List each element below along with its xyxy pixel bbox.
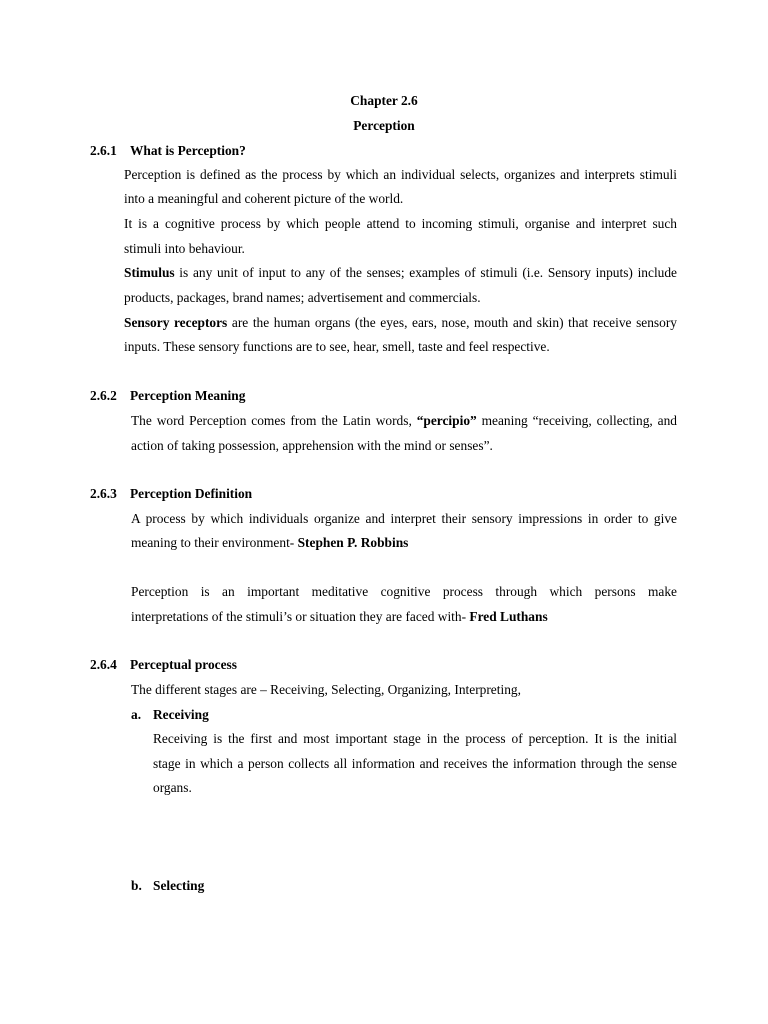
chapter-title: Perception bbox=[353, 118, 415, 133]
text-run: meaning “receiving, collecting, and bbox=[476, 413, 677, 428]
paragraph-line bbox=[124, 265, 677, 281]
paragraph-line bbox=[131, 609, 548, 625]
term-sensory-receptors: Sensory receptors bbox=[124, 315, 228, 330]
author-name: Stephen P. Robbins bbox=[297, 535, 409, 550]
text-run: interpretations of the stimuli’s or situation they are faced with- bbox=[131, 609, 470, 624]
paragraph-line: into a meaningful and coherent picture of the world. bbox=[124, 191, 404, 206]
paragraph-line: action of taking possession, apprehension with the mind or senses”. bbox=[131, 438, 493, 453]
text-run: meaning to their environment- bbox=[131, 535, 298, 550]
paragraph-line: inputs. These sensory functions are to see, hear, smell, taste and feel respective. bbox=[124, 339, 550, 354]
paragraph-line: Perception is an important meditative cognitive process through which persons make bbox=[131, 584, 677, 599]
list-marker: a. bbox=[131, 707, 142, 722]
text-run: The word Perception comes from the Latin words, bbox=[131, 413, 417, 428]
list-marker: b. bbox=[131, 878, 142, 893]
paragraph-line: Perception is defined as the process by which an individual selects, organizes and interprets stimuli bbox=[124, 167, 677, 182]
section-heading: What is Perception? bbox=[130, 143, 246, 158]
paragraph-line: stage in which a person collects all information and receives the information through the sense bbox=[153, 756, 677, 771]
section-heading: Perception Definition bbox=[130, 486, 253, 501]
paragraph-line bbox=[131, 413, 677, 429]
term-definition: is any unit of input to any of the senses; examples of stimuli (i.e. Sensory inputs) include bbox=[174, 265, 677, 280]
section-number: 2.6.4 bbox=[90, 657, 117, 672]
paragraph-line bbox=[124, 315, 677, 331]
subsection-heading: Receiving bbox=[153, 707, 209, 722]
author-name: Fred Luthans bbox=[469, 609, 548, 624]
paragraph-line: organs. bbox=[153, 780, 192, 795]
paragraph-line: stimuli into behaviour. bbox=[124, 241, 245, 256]
term-stimulus: Stimulus bbox=[124, 265, 175, 280]
paragraph-line: products, packages, brand names; advertisement and commercials. bbox=[124, 290, 481, 305]
paragraph-line: A process by which individuals organize and interpret their sensory impressions in order to give bbox=[131, 511, 677, 526]
paragraph-line: The different stages are – Receiving, Selecting, Organizing, Interpreting, bbox=[131, 682, 521, 697]
paragraph-line: Receiving is the first and most important stage in the process of perception. It is the initial bbox=[153, 731, 677, 746]
section-number: 2.6.1 bbox=[90, 143, 117, 158]
latin-term: “percipio” bbox=[416, 413, 477, 428]
section-number: 2.6.2 bbox=[90, 388, 117, 403]
section-heading: Perceptual process bbox=[130, 657, 237, 672]
section-number: 2.6.3 bbox=[90, 486, 117, 501]
term-definition: are the human organs (the eyes, ears, nose, mouth and skin) that receive sensory bbox=[227, 315, 677, 330]
section-heading: Perception Meaning bbox=[130, 388, 246, 403]
chapter-number: Chapter 2.6 bbox=[350, 93, 418, 108]
paragraph-line: It is a cognitive process by which people attend to incoming stimuli, organise and interpret such bbox=[124, 216, 677, 231]
paragraph-line bbox=[131, 535, 408, 551]
subsection-heading: Selecting bbox=[153, 878, 205, 893]
